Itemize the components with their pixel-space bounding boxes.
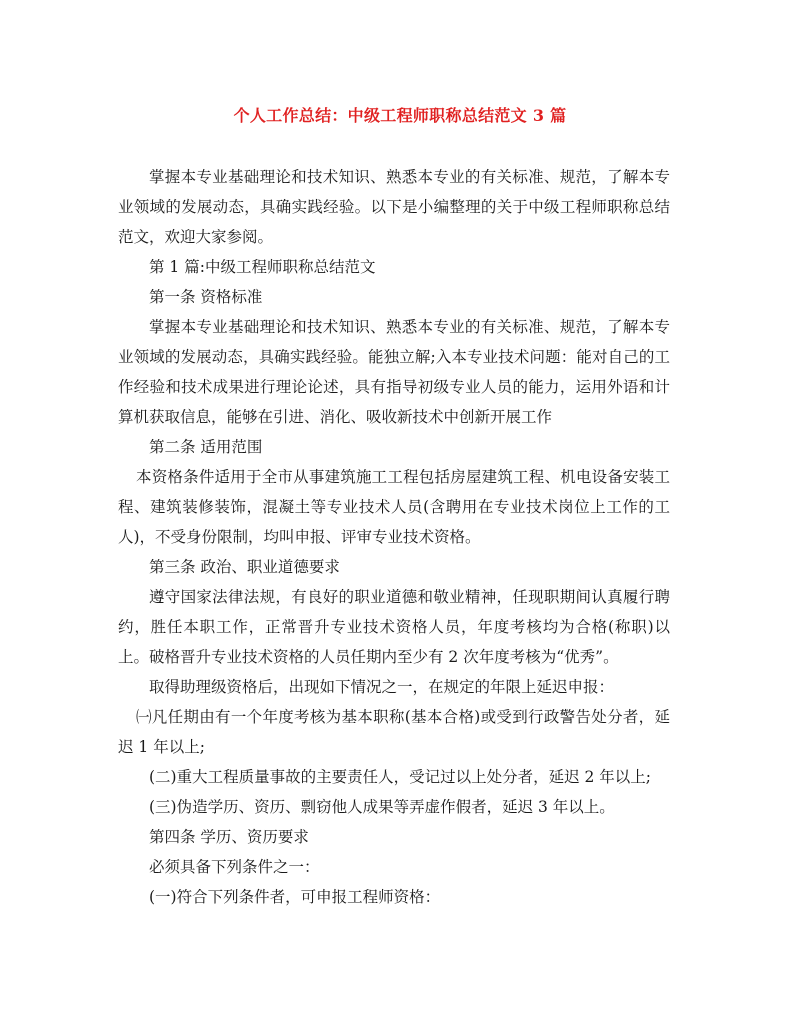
article-4-requirement-intro: 必须具备下列条件之一： [149, 858, 320, 876]
article-heading-1: 第一条 资格标准 [149, 288, 263, 306]
delay-conditions-intro: 取得助理级资格后，出现如下情况之一，在规定的年限上延迟申报： [149, 678, 615, 696]
article-4-requirement-1: (一)符合下列条件者，可申报工程师资格： [149, 888, 441, 906]
article-heading-2: 第二条 适用范围 [149, 438, 263, 456]
document-body [118, 162, 670, 912]
intro-paragraph: 掌握本专业基础理论和技术知识、熟悉本专业的有关标准、规范，了解本专业领域的发展动态，具确实践经验。以下是小编整理的关于中级工程师职称总结范文，欢迎大家参阅。 [118, 168, 670, 246]
article-2-body: 本资格条件适用于全市从事建筑施工工程包括房屋建筑工程、机电设备安装工程、建筑装修装饰，混凝土等专业技术人员(含聘用在专业技术岗位上工作的工人)，不受身份限制，均叫申报、评审专业技术资格。 [118, 468, 670, 546]
article-3-body: 遵守国家法律法规，有良好的职业道德和敬业精神，任现职期间认真履行聘约，胜任本职工作，正常晋升专业技术资格人员，年度考核均为合格(称职)以上。破格晋升专业技术资格的人员任期内至少有 2 次年度考核为“优秀”。 [118, 588, 670, 666]
delay-condition-1: ㈠凡任期由有一个年度考核为基本职称(基本合格)或受到行政警告处分者，延迟 1 年以上; [118, 708, 670, 756]
section-heading-part-1: 第 1 篇:中级工程师职称总结范文 [149, 258, 376, 276]
article-heading-3: 第三条 政治、职业道德要求 [149, 558, 340, 576]
delay-condition-2: (二)重大工程质量事故的主要责任人，受记过以上处分者，延迟 2 年以上; [149, 768, 652, 786]
document-title: 个人工作总结：中级工程师职称总结范文 3 篇 [233, 106, 567, 125]
article-1-body: 掌握本专业基础理论和技术知识、熟悉本专业的有关标准、规范，了解本专业领域的发展动态，具确实践经验。能独立解;入本专业技术问题：能对自己的工作经验和技术成果进行理论论述，具有指导初级专业人员的能力，运用外语和计算机获取信息，能够在引进、消化、吸收新技术中创新开展工作 [118, 318, 670, 426]
article-heading-4: 第四条 学历、资历要求 [149, 828, 309, 846]
delay-condition-3: (三)伪造学历、资历、剽窃他人成果等弄虚作假者，延迟 3 年以上。 [149, 798, 615, 816]
